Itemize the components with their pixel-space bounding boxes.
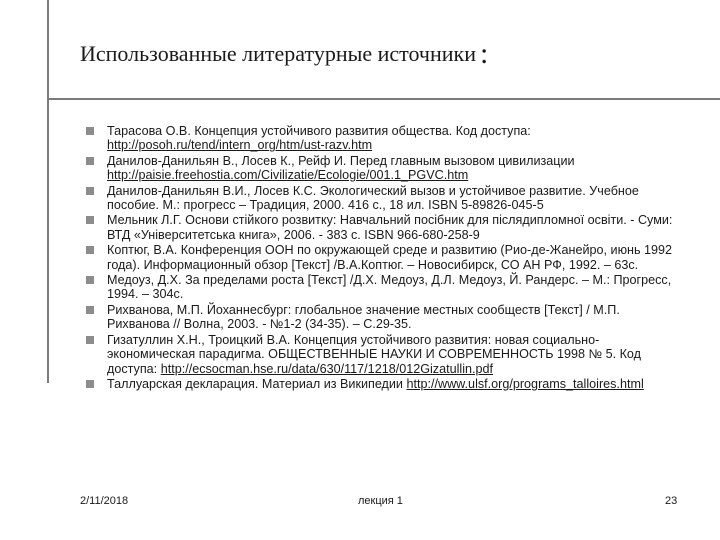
reference-item — [86, 243, 686, 272]
square-bullet-icon — [86, 187, 94, 195]
reference-text: Тарасова О.В. Концепция устойчивого развития общества. Код доступа: — [107, 124, 531, 138]
reference-item — [86, 333, 686, 376]
reference-item — [86, 213, 686, 242]
reference-text: Данилов-Данильян В.И., Лосев К.С. Экологический вызов и устойчивое развитие. Учебное пособие. М.: прогресс – Традиция, 2000. 416 с., 18 ил. ISBN 5-89826-045-5 — [107, 183, 639, 213]
horizontal-rule — [47, 98, 720, 100]
footer-date: 2/11/2018 — [80, 495, 129, 507]
reference-text: Гизатуллин Х.Н., Троицкий В.А. Концепция устойчивого развития: новая социально-экономическая парадигма. ОБЩЕСТВЕННЫЕ НАУКИ И СОВРЕМЕННОСТЬ 1998 № 5. Код доступа: — [107, 332, 641, 376]
reference-text: Таллуарская декларация. Материал из Википедии — [107, 376, 403, 391]
reference-link[interactable]: http://posoh.ru/tend/intern_org/htm/ust-razv.htm — [107, 138, 373, 153]
slide-title — [80, 37, 488, 71]
reference-item — [86, 273, 686, 302]
reference-item — [86, 154, 686, 183]
square-bullet-icon — [86, 157, 94, 165]
vertical-rule — [47, 0, 49, 383]
reference-link[interactable]: http://www.ulsf.org/programs_talloires.html — [406, 376, 644, 391]
reference-link[interactable]: http://paisie.freehostia.com/Civilizatie/Ecologie/001.1_PGVC.htm — [107, 168, 469, 183]
square-bullet-icon — [86, 246, 94, 254]
footer-lecture: лекция 1 — [358, 495, 403, 507]
slide-title-colon: : — [480, 37, 489, 70]
reference-text: Рихванова, М.П. Йоханнесбург: глобальное значение местных сообществ [Текст] / М.П. Рихванова // Волна, 2003. - №1-2 (34-35). – С.29-35. — [107, 302, 620, 332]
reference-text: Мельник Л.Г. Основи стійкого розвитку: Навчальний посібник для післядипломної освіти. - Суми: ВТД «Університетська книга», 2006. - 383 с. ISBN 966-680-258-9 — [107, 213, 673, 242]
reference-item — [86, 377, 686, 391]
square-bullet-icon — [86, 306, 94, 314]
square-bullet-icon — [86, 336, 94, 344]
square-bullet-icon — [86, 127, 94, 135]
footer-page-number: 23 — [665, 495, 678, 507]
reference-list — [86, 124, 686, 392]
reference-text: Данилов-Данильян В., Лосев К., Рейф И. Перед главным вызовом цивилизации — [107, 153, 575, 168]
reference-item — [86, 124, 686, 153]
reference-item — [86, 303, 686, 332]
reference-link[interactable]: http://ecsocman.hse.ru/data/630/117/1218/012Gizatullin.pdf — [160, 361, 494, 376]
square-bullet-icon — [86, 216, 94, 224]
reference-text: Медоуз, Д.Х. За пределами роста [Текст] /Д.Х. Медоуз, Д.Л. Медоуз, Й. Рандерс. – М.: Прогресс, 1994. – 304с. — [107, 273, 672, 302]
square-bullet-icon — [86, 380, 94, 388]
reference-item — [86, 184, 686, 213]
square-bullet-icon — [86, 276, 94, 284]
reference-text: Коптюг, В.А. Конференция ООН по окружающей среде и развитию (Рио-де-Жанейро, июнь 1992 года). Информационный обзор [Текст] /В.А.Коптюг. – Новосибирск, СО АН РФ, 1992. – 63с. — [107, 243, 673, 272]
slide-title-text: Использованные литературные источники — [80, 41, 476, 66]
